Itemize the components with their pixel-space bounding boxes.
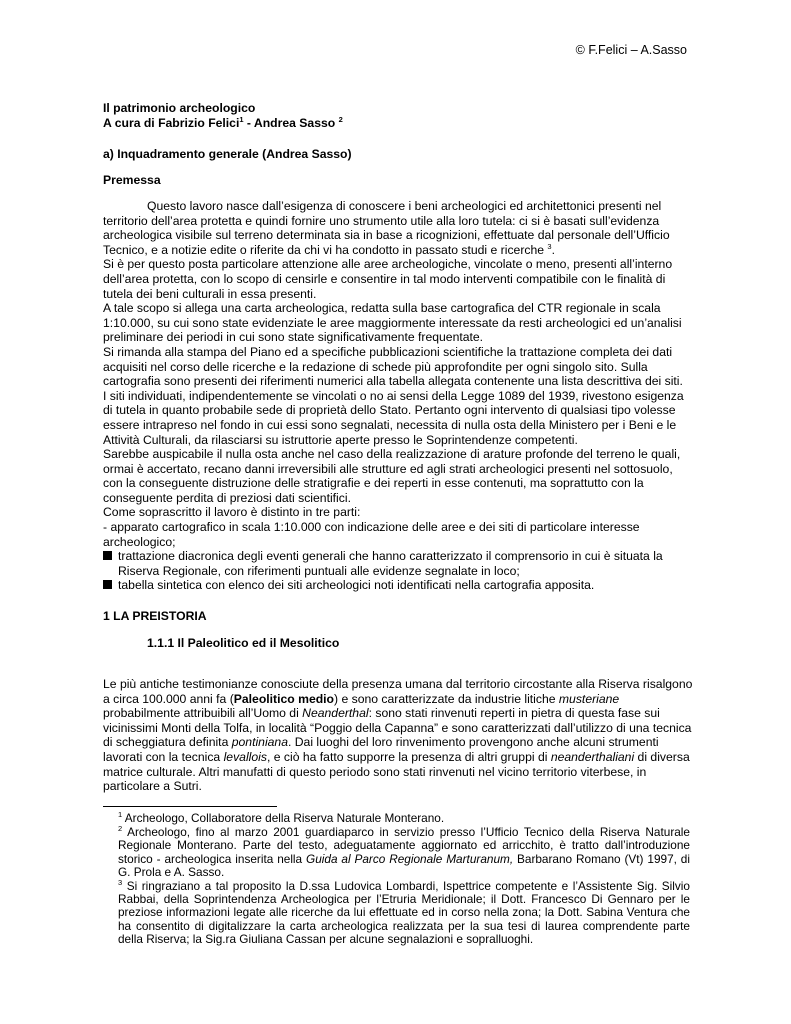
text-run: di diversa matrice culturale. Altri manufatti di questo periodo sono stati rinvenuti nel vicino territorio viterbese, in particolare a Sutri.	[103, 749, 690, 794]
footnote-ref-3: 3	[547, 241, 552, 251]
document-title	[103, 101, 343, 130]
paragraph: Si rimanda alla stampa del Piano ed a specifiche pubblicazioni scientifiche la trattazione completa dei dati acquisiti nel corso delle ricerche e la redazione di schede più approfondite per ogni singolo sito. Sulla cartografia sono presenti dei riferimenti numerici alla tabella allegata contenente una lista descrittiva dei siti.	[103, 344, 683, 389]
footnote-ref-2: 2	[338, 114, 343, 124]
title-authors-b: - Andrea Sasso	[243, 115, 339, 130]
footnote-text: Archeologo, fino al marzo 2001 guardiaparco in servizio presso l’Ufficio Tecnico della Riserva Naturale Regionale Monterano. Parte del testo, adeguatamente aggiornato ed arricchito, è tratto dall’introduzione storico - archeologica inserita nella	[118, 825, 690, 866]
list-item	[103, 578, 693, 593]
italic-term: neanderthaliani	[550, 749, 635, 764]
text-run: . Dai luoghi del loro rinvenimento provengono anche alcuni strumenti lavorati con la tecnica	[103, 735, 659, 764]
list-item	[103, 549, 693, 578]
page-header-copyright: © F.Felici – A.Sasso	[575, 43, 687, 57]
italic-term: levallois	[223, 749, 267, 764]
title-authors-a: A cura di Fabrizio Felici	[103, 115, 240, 130]
footnote-text: Barbarano Romano (Vt) 1997, di G. Prola e A. Sasso.	[118, 851, 690, 879]
section-heading-1: 1 LA PREISTORIA	[103, 609, 207, 623]
paleolitico-paragraph	[103, 677, 693, 794]
text-run: : sono stati rinvenuti reperti in pietra di questa fase sui vicinissimi Monti della Tolfa, in località “Poggio della Capanna” e sono caratterizzati dall’utilizzo di una tecnica di scheggiatura definita	[103, 706, 692, 750]
italic-term: musteriane	[558, 691, 620, 706]
square-bullet-icon	[103, 551, 112, 560]
text-run: probabilmente attribuibili all’Uomo di	[103, 706, 303, 721]
footnote-1	[118, 812, 690, 825]
premessa-body	[103, 199, 693, 593]
footnote-italic-title: Guida al Parco Regionale Marturanum,	[306, 851, 514, 866]
footnote-separator	[103, 806, 277, 807]
premessa-heading: Premessa	[103, 173, 161, 187]
footnotes	[118, 812, 690, 947]
paragraph: A tale scopo si allega una carta archeologica, redatta sulla base cartografica del CTR regionale in scala 1:10.000, su cui sono state evidenziate le aree maggiormente interessate da resti archeologici ed un’analisi preliminare dei periodi in cui sono state significativamente frequentate.	[103, 301, 682, 345]
list-item: - apparato cartografico in scala 1:10.000 con indicazione delle aree e dei siti di particolare interesse archeologico;	[103, 520, 640, 549]
paragraph	[103, 677, 693, 794]
footnote-text: Si ringraziano a tal proposito la D.ssa Ludovica Lombardi, Ispettrice competente e l’Assistente Sig. Silvio Rabbai, della Soprintendenza Archeologica per l’Etruria Meridionale; il Dott. Francesco Di Gennaro per le preziose informazioni legate alle ricerche da lui effettuate ed in corso nella zona; la Dott. Sabina Ventura che ha consentito di digitalizzare la carta archeologica realizzata per la sua tesi di laurea comprendente parte della Riserva; la Sig.ra Giuliana Cassan per alcune segnalazioni e sopralluoghi.	[118, 879, 690, 946]
footnote-number: 1	[118, 810, 123, 819]
paragraph-end: .	[551, 242, 555, 257]
footnote-2	[118, 826, 690, 879]
bold-term: Paleolitico medio	[233, 691, 334, 706]
text-run: , e ciò ha fatto supporre la presenza di altri gruppi di	[266, 749, 551, 764]
paragraph	[103, 199, 693, 257]
subsection-heading-1-1-1: 1.1.1 Il Paleolitico ed il Mesolitico	[147, 636, 340, 650]
list-item-text: tabella sintetica con elenco dei siti archeologici noti identificati nella cartografia apposita.	[118, 578, 595, 593]
italic-term: pontiniana	[231, 735, 288, 750]
italic-term: Neanderthal	[302, 706, 369, 721]
paragraph: I siti individuati, indipendentemente se vincolati o no ai sensi della Legge 1089 del 1939, rivestono esigenza di tutela in quanto probabile sede di proprietà dello Stato. Pertanto ogni intervento di qualsiasi tipo volesse essere intrapreso nel fondo in cui essi sono segnalati, necessita di nulla osta della Ministero per i Beni e le Attività Culturali, da rilasciarsi su istruttorie aperte presso le Soprintendenze competenti.	[103, 388, 684, 447]
text-run: Le più antiche testimonianze conosciute della presenza umana dal territorio circostante alla Riserva risalgono a circa 100.000 anni fa (	[103, 677, 693, 706]
footnote-ref-1: 1	[239, 114, 244, 124]
list-item-text: trattazione diacronica degli eventi generali che hanno caratterizzato il comprensorio in cui è situata la Riserva Regionale, con riferimenti puntuali alle evidenze segnalate in loco;	[118, 549, 663, 578]
footnote-text: Archeologo, Collaboratore della Riserva Naturale Monterano.	[122, 811, 445, 825]
footnote-number: 2	[118, 824, 123, 834]
section-heading-a: a) Inquadramento generale (Andrea Sasso)	[103, 147, 352, 161]
paragraph-text: Questo lavoro nasce dall’esigenza di conoscere i beni archeologici ed architettonici presenti nel territorio dell’area protetta e quindi fornire uno strumento utile alla loro tutela: ci si è basati sull’evidenza archeologica visibile sul terreno determinata sia in base a ricognizioni, effettuate dal personale dell’Ufficio Tecnico, e a notizie edite o riferite da chi vi ha condotto in passato studi e ricerche	[103, 199, 670, 257]
title-line-2	[103, 116, 343, 131]
paragraph: Si è per questo posta particolare attenzione alle aree archeologiche, vincolate o meno, presenti all’interno dell’area protetta, con lo scopo di censirle e consentire in tal modo interventi compatibile con le finalità di tutela dei beni culturali in essa presenti.	[103, 257, 673, 301]
text-run: ) e sono caratterizzate da industrie litiche	[334, 691, 559, 706]
paragraph: Sarebbe auspicabile il nulla osta anche nel caso della realizzazione di arature profonde del terreno le quali, ormai è accertato, recano danni irreversibili alle strutture ed agli strati archeologici presenti nel sottosuolo, con la conseguente distruzione delle stratigrafie e dei reperti in esse contenuti, ma soprattutto con la conseguente perdita di preziosi dati scientifici.	[103, 447, 681, 505]
paragraph: Come soprascritto il lavoro è distinto in tre parti:	[103, 505, 361, 520]
footnote-number: 3	[118, 878, 123, 888]
footnote-3	[118, 880, 690, 946]
square-bullet-icon	[103, 580, 112, 589]
title-line-1: Il patrimonio archeologico	[103, 101, 256, 115]
